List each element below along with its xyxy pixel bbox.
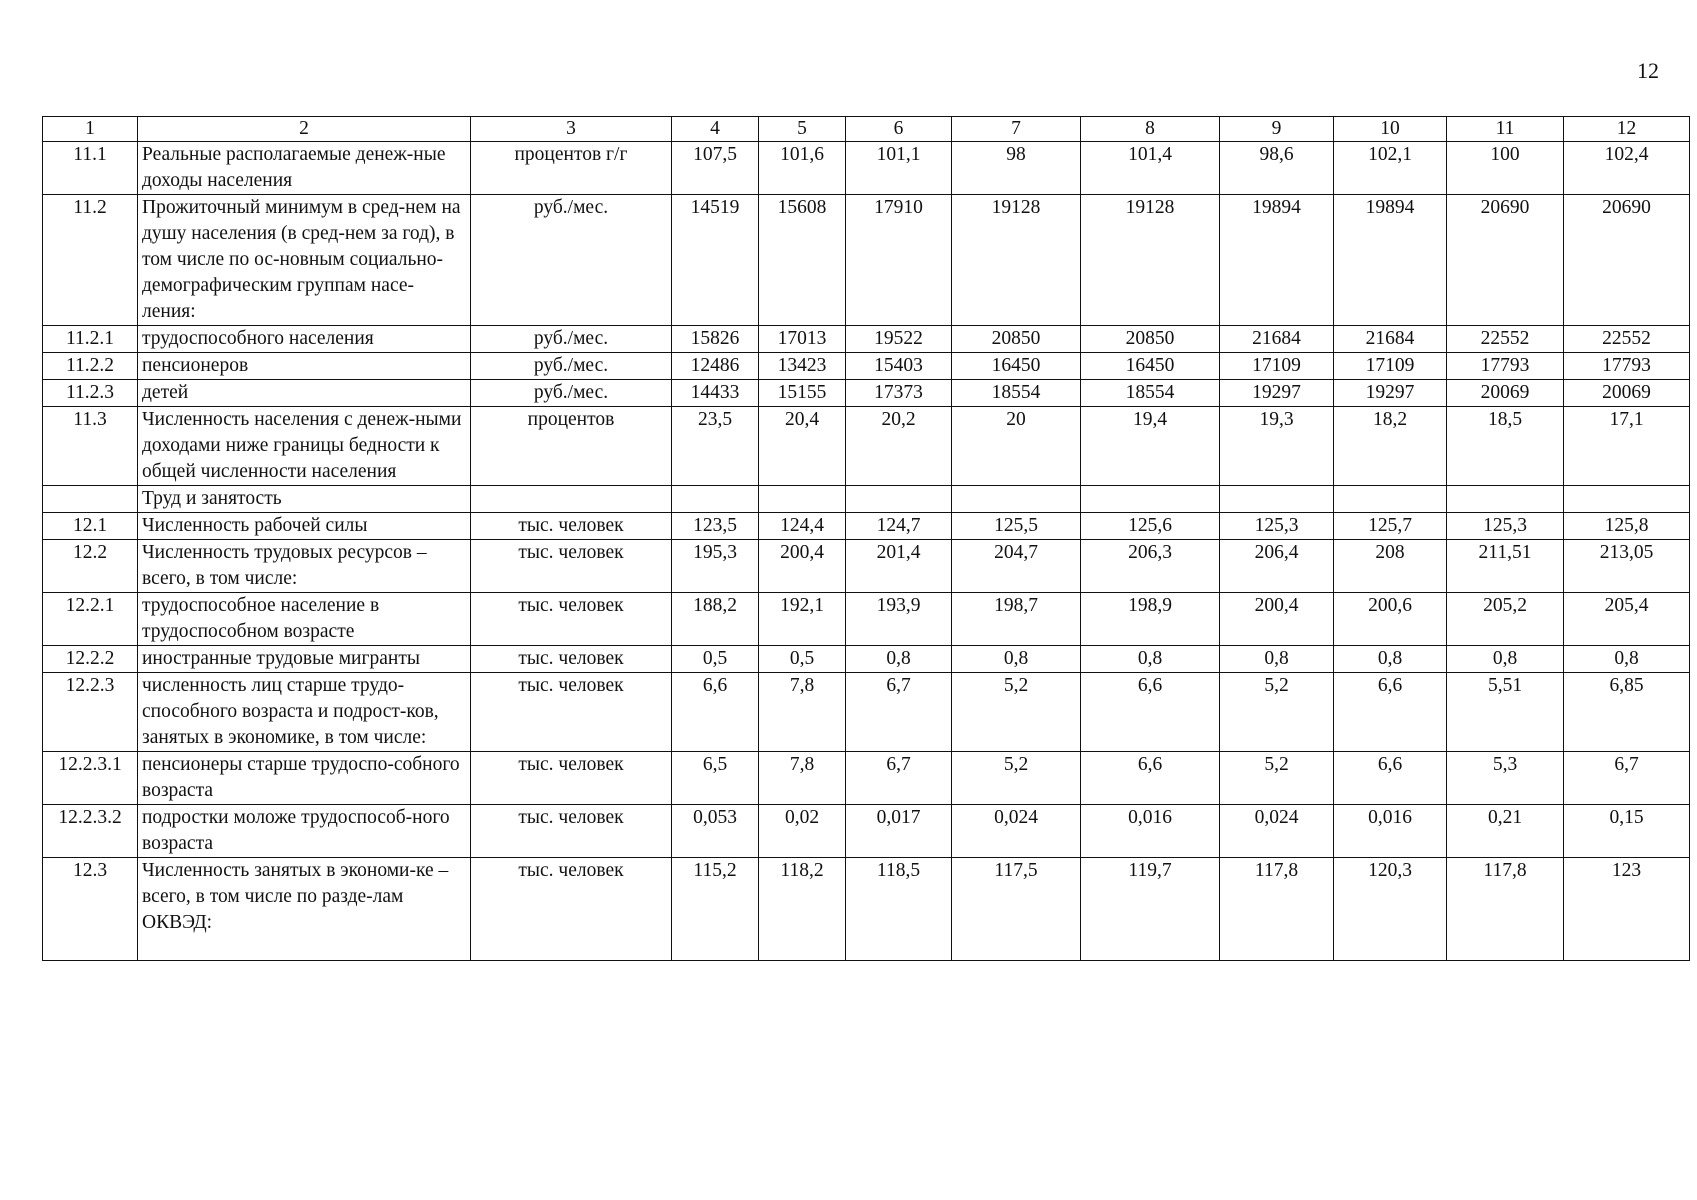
table-row	[43, 407, 1690, 486]
indicator-cell: численность лиц старше трудо-способного возраста и подрост-ков, занятых в экономике, в том числе:	[138, 673, 471, 752]
value-cell	[1334, 486, 1447, 513]
value-cell: 120,3	[1334, 858, 1447, 961]
value-cell: 115,2	[672, 858, 759, 961]
table-row	[43, 540, 1690, 593]
indicator-cell: Прожиточный минимум в сред-нем на душу населения (в сред-нем за год), в том числе по ос-новным социально-демографическим группам насе-ления:	[138, 195, 471, 326]
value-cell: 0,8	[1447, 646, 1564, 673]
value-cell: 12486	[672, 353, 759, 380]
row-number-cell: 12.2.3	[43, 673, 138, 752]
table-body	[43, 142, 1690, 961]
row-number-cell: 12.2.3.2	[43, 805, 138, 858]
value-cell: 19,4	[1081, 407, 1220, 486]
indicator-cell: пенсионеров	[138, 353, 471, 380]
value-cell: 17373	[846, 380, 952, 407]
value-cell: 0,8	[1334, 646, 1447, 673]
value-cell: 205,4	[1564, 593, 1690, 646]
unit-cell: руб./мес.	[471, 326, 672, 353]
unit-cell	[471, 486, 672, 513]
value-cell: 20850	[1081, 326, 1220, 353]
value-cell: 200,6	[1334, 593, 1447, 646]
value-cell	[759, 486, 846, 513]
row-number-cell: 11.2	[43, 195, 138, 326]
value-cell: 20069	[1447, 380, 1564, 407]
value-cell: 15826	[672, 326, 759, 353]
value-cell: 125,6	[1081, 513, 1220, 540]
value-cell: 0,5	[672, 646, 759, 673]
value-cell: 5,2	[1220, 752, 1334, 805]
row-number-cell: 12.2.2	[43, 646, 138, 673]
column-header: 2	[138, 117, 471, 142]
value-cell: 20	[952, 407, 1081, 486]
column-header: 4	[672, 117, 759, 142]
column-header: 9	[1220, 117, 1334, 142]
value-cell: 18554	[952, 380, 1081, 407]
table-row	[43, 353, 1690, 380]
value-cell: 20690	[1447, 195, 1564, 326]
value-cell: 125,3	[1220, 513, 1334, 540]
value-cell: 21684	[1334, 326, 1447, 353]
value-cell: 14433	[672, 380, 759, 407]
value-cell: 192,1	[759, 593, 846, 646]
row-number-cell: 12.2.1	[43, 593, 138, 646]
value-cell: 101,4	[1081, 142, 1220, 195]
table-row	[43, 326, 1690, 353]
value-cell	[1081, 486, 1220, 513]
table-row	[43, 805, 1690, 858]
value-cell: 22552	[1564, 326, 1690, 353]
value-cell: 0,024	[1220, 805, 1334, 858]
unit-cell: тыс. человек	[471, 593, 672, 646]
value-cell: 6,5	[672, 752, 759, 805]
value-cell: 200,4	[759, 540, 846, 593]
column-header: 1	[43, 117, 138, 142]
unit-cell: тыс. человек	[471, 858, 672, 961]
value-cell: 15155	[759, 380, 846, 407]
unit-cell: руб./мес.	[471, 195, 672, 326]
value-cell: 19522	[846, 326, 952, 353]
value-cell: 13423	[759, 353, 846, 380]
value-cell: 19894	[1220, 195, 1334, 326]
value-cell: 17109	[1334, 353, 1447, 380]
value-cell: 15403	[846, 353, 952, 380]
indicator-cell: детей	[138, 380, 471, 407]
value-cell: 16450	[1081, 353, 1220, 380]
value-cell	[952, 486, 1081, 513]
value-cell: 102,1	[1334, 142, 1447, 195]
table-row	[43, 752, 1690, 805]
value-cell: 208	[1334, 540, 1447, 593]
value-cell: 6,85	[1564, 673, 1690, 752]
value-cell: 124,7	[846, 513, 952, 540]
value-cell: 7,8	[759, 752, 846, 805]
column-header: 6	[846, 117, 952, 142]
data-table	[42, 116, 1690, 961]
value-cell: 5,51	[1447, 673, 1564, 752]
value-cell: 211,51	[1447, 540, 1564, 593]
value-cell: 201,4	[846, 540, 952, 593]
table-row	[43, 593, 1690, 646]
value-cell: 19297	[1334, 380, 1447, 407]
value-cell: 205,2	[1447, 593, 1564, 646]
value-cell: 117,5	[952, 858, 1081, 961]
unit-cell: тыс. человек	[471, 646, 672, 673]
table-row	[43, 195, 1690, 326]
indicator-cell: Численность занятых в экономи-ке – всего, в том числе по разде-лам ОКВЭД:	[138, 858, 471, 961]
row-number-cell: 12.3	[43, 858, 138, 961]
column-header: 8	[1081, 117, 1220, 142]
value-cell: 198,7	[952, 593, 1081, 646]
indicator-cell: иностранные трудовые мигранты	[138, 646, 471, 673]
value-cell: 213,05	[1564, 540, 1690, 593]
indicator-cell: трудоспособное население в трудоспособном возрасте	[138, 593, 471, 646]
value-cell: 6,7	[846, 752, 952, 805]
value-cell: 193,9	[846, 593, 952, 646]
value-cell	[1220, 486, 1334, 513]
value-cell: 117,8	[1220, 858, 1334, 961]
value-cell: 6,6	[1334, 752, 1447, 805]
row-number-cell: 12.2.3.1	[43, 752, 138, 805]
value-cell: 98,6	[1220, 142, 1334, 195]
value-cell: 101,1	[846, 142, 952, 195]
value-cell: 101,6	[759, 142, 846, 195]
value-cell: 98	[952, 142, 1081, 195]
value-cell: 6,6	[1081, 673, 1220, 752]
value-cell: 123,5	[672, 513, 759, 540]
table-row	[43, 142, 1690, 195]
value-cell: 20850	[952, 326, 1081, 353]
column-header: 5	[759, 117, 846, 142]
value-cell: 102,4	[1564, 142, 1690, 195]
value-cell	[846, 486, 952, 513]
value-cell: 0,016	[1334, 805, 1447, 858]
value-cell	[672, 486, 759, 513]
page-number: 12	[1637, 58, 1659, 83]
table-row	[43, 646, 1690, 673]
value-cell: 19128	[952, 195, 1081, 326]
indicator-cell: трудоспособного населения	[138, 326, 471, 353]
column-header: 10	[1334, 117, 1447, 142]
value-cell: 5,2	[1220, 673, 1334, 752]
value-cell: 16450	[952, 353, 1081, 380]
value-cell: 198,9	[1081, 593, 1220, 646]
value-cell: 125,8	[1564, 513, 1690, 540]
column-header: 11	[1447, 117, 1564, 142]
unit-cell: тыс. человек	[471, 540, 672, 593]
value-cell: 0,15	[1564, 805, 1690, 858]
value-cell: 195,3	[672, 540, 759, 593]
value-cell: 17910	[846, 195, 952, 326]
row-number-cell	[43, 486, 138, 513]
value-cell: 117,8	[1447, 858, 1564, 961]
unit-cell: тыс. человек	[471, 805, 672, 858]
value-cell: 17013	[759, 326, 846, 353]
indicator-cell: пенсионеры старше трудоспо-собного возраста	[138, 752, 471, 805]
value-cell: 17,1	[1564, 407, 1690, 486]
value-cell: 0,5	[759, 646, 846, 673]
table-row	[43, 513, 1690, 540]
value-cell: 6,7	[846, 673, 952, 752]
value-cell	[1564, 486, 1690, 513]
value-cell: 18,5	[1447, 407, 1564, 486]
value-cell: 17793	[1447, 353, 1564, 380]
value-cell: 17109	[1220, 353, 1334, 380]
row-number-cell: 11.2.3	[43, 380, 138, 407]
value-cell: 19128	[1081, 195, 1220, 326]
value-cell: 6,6	[672, 673, 759, 752]
unit-cell: руб./мес.	[471, 380, 672, 407]
row-number-cell: 11.2.2	[43, 353, 138, 380]
value-cell: 204,7	[952, 540, 1081, 593]
value-cell: 0,8	[846, 646, 952, 673]
unit-cell: руб./мес.	[471, 353, 672, 380]
value-cell: 6,6	[1334, 673, 1447, 752]
value-cell: 200,4	[1220, 593, 1334, 646]
value-cell: 20,2	[846, 407, 952, 486]
indicator-cell: Труд и занятость	[138, 486, 471, 513]
value-cell: 118,2	[759, 858, 846, 961]
value-cell: 0,053	[672, 805, 759, 858]
value-cell: 21684	[1220, 326, 1334, 353]
row-number-cell: 12.1	[43, 513, 138, 540]
value-cell: 23,5	[672, 407, 759, 486]
value-cell: 0,017	[846, 805, 952, 858]
value-cell: 18554	[1081, 380, 1220, 407]
row-number-cell: 12.2	[43, 540, 138, 593]
value-cell: 14519	[672, 195, 759, 326]
column-header: 7	[952, 117, 1081, 142]
value-cell: 6,7	[1564, 752, 1690, 805]
value-cell: 20069	[1564, 380, 1690, 407]
table-row	[43, 673, 1690, 752]
indicator-cell: Реальные располагаемые денеж-ные доходы населения	[138, 142, 471, 195]
table-row	[43, 486, 1690, 513]
value-cell: 5,2	[952, 752, 1081, 805]
value-cell: 0,8	[1220, 646, 1334, 673]
value-cell: 188,2	[672, 593, 759, 646]
value-cell: 124,4	[759, 513, 846, 540]
value-cell: 0,8	[1081, 646, 1220, 673]
value-cell: 0,024	[952, 805, 1081, 858]
value-cell: 6,6	[1081, 752, 1220, 805]
value-cell: 15608	[759, 195, 846, 326]
row-number-cell: 11.3	[43, 407, 138, 486]
column-header: 12	[1564, 117, 1690, 142]
value-cell: 0,21	[1447, 805, 1564, 858]
value-cell: 19,3	[1220, 407, 1334, 486]
value-cell: 119,7	[1081, 858, 1220, 961]
header-row	[43, 117, 1690, 142]
value-cell: 0,8	[952, 646, 1081, 673]
value-cell: 206,4	[1220, 540, 1334, 593]
value-cell: 22552	[1447, 326, 1564, 353]
unit-cell: процентов г/г	[471, 142, 672, 195]
unit-cell: тыс. человек	[471, 673, 672, 752]
value-cell: 20,4	[759, 407, 846, 486]
value-cell: 18,2	[1334, 407, 1447, 486]
value-cell: 7,8	[759, 673, 846, 752]
value-cell: 107,5	[672, 142, 759, 195]
value-cell: 5,3	[1447, 752, 1564, 805]
value-cell: 118,5	[846, 858, 952, 961]
column-header: 3	[471, 117, 672, 142]
value-cell: 125,3	[1447, 513, 1564, 540]
indicator-cell: подростки моложе трудоспособ-ного возраста	[138, 805, 471, 858]
table-row	[43, 380, 1690, 407]
indicator-cell: Численность рабочей силы	[138, 513, 471, 540]
value-cell: 19297	[1220, 380, 1334, 407]
value-cell: 17793	[1564, 353, 1690, 380]
indicator-cell: Численность населения с денеж-ными доходами ниже границы бедности к общей численности населения	[138, 407, 471, 486]
unit-cell: тыс. человек	[471, 752, 672, 805]
value-cell: 123	[1564, 858, 1690, 961]
value-cell: 0,016	[1081, 805, 1220, 858]
row-number-cell: 11.1	[43, 142, 138, 195]
value-cell: 0,02	[759, 805, 846, 858]
unit-cell: процентов	[471, 407, 672, 486]
value-cell: 100	[1447, 142, 1564, 195]
value-cell: 19894	[1334, 195, 1447, 326]
row-number-cell: 11.2.1	[43, 326, 138, 353]
value-cell: 125,5	[952, 513, 1081, 540]
indicator-cell: Численность трудовых ресурсов – всего, в том числе:	[138, 540, 471, 593]
value-cell: 5,2	[952, 673, 1081, 752]
value-cell: 0,8	[1564, 646, 1690, 673]
value-cell	[1447, 486, 1564, 513]
unit-cell: тыс. человек	[471, 513, 672, 540]
value-cell: 125,7	[1334, 513, 1447, 540]
value-cell: 20690	[1564, 195, 1690, 326]
table-row	[43, 858, 1690, 961]
value-cell: 206,3	[1081, 540, 1220, 593]
